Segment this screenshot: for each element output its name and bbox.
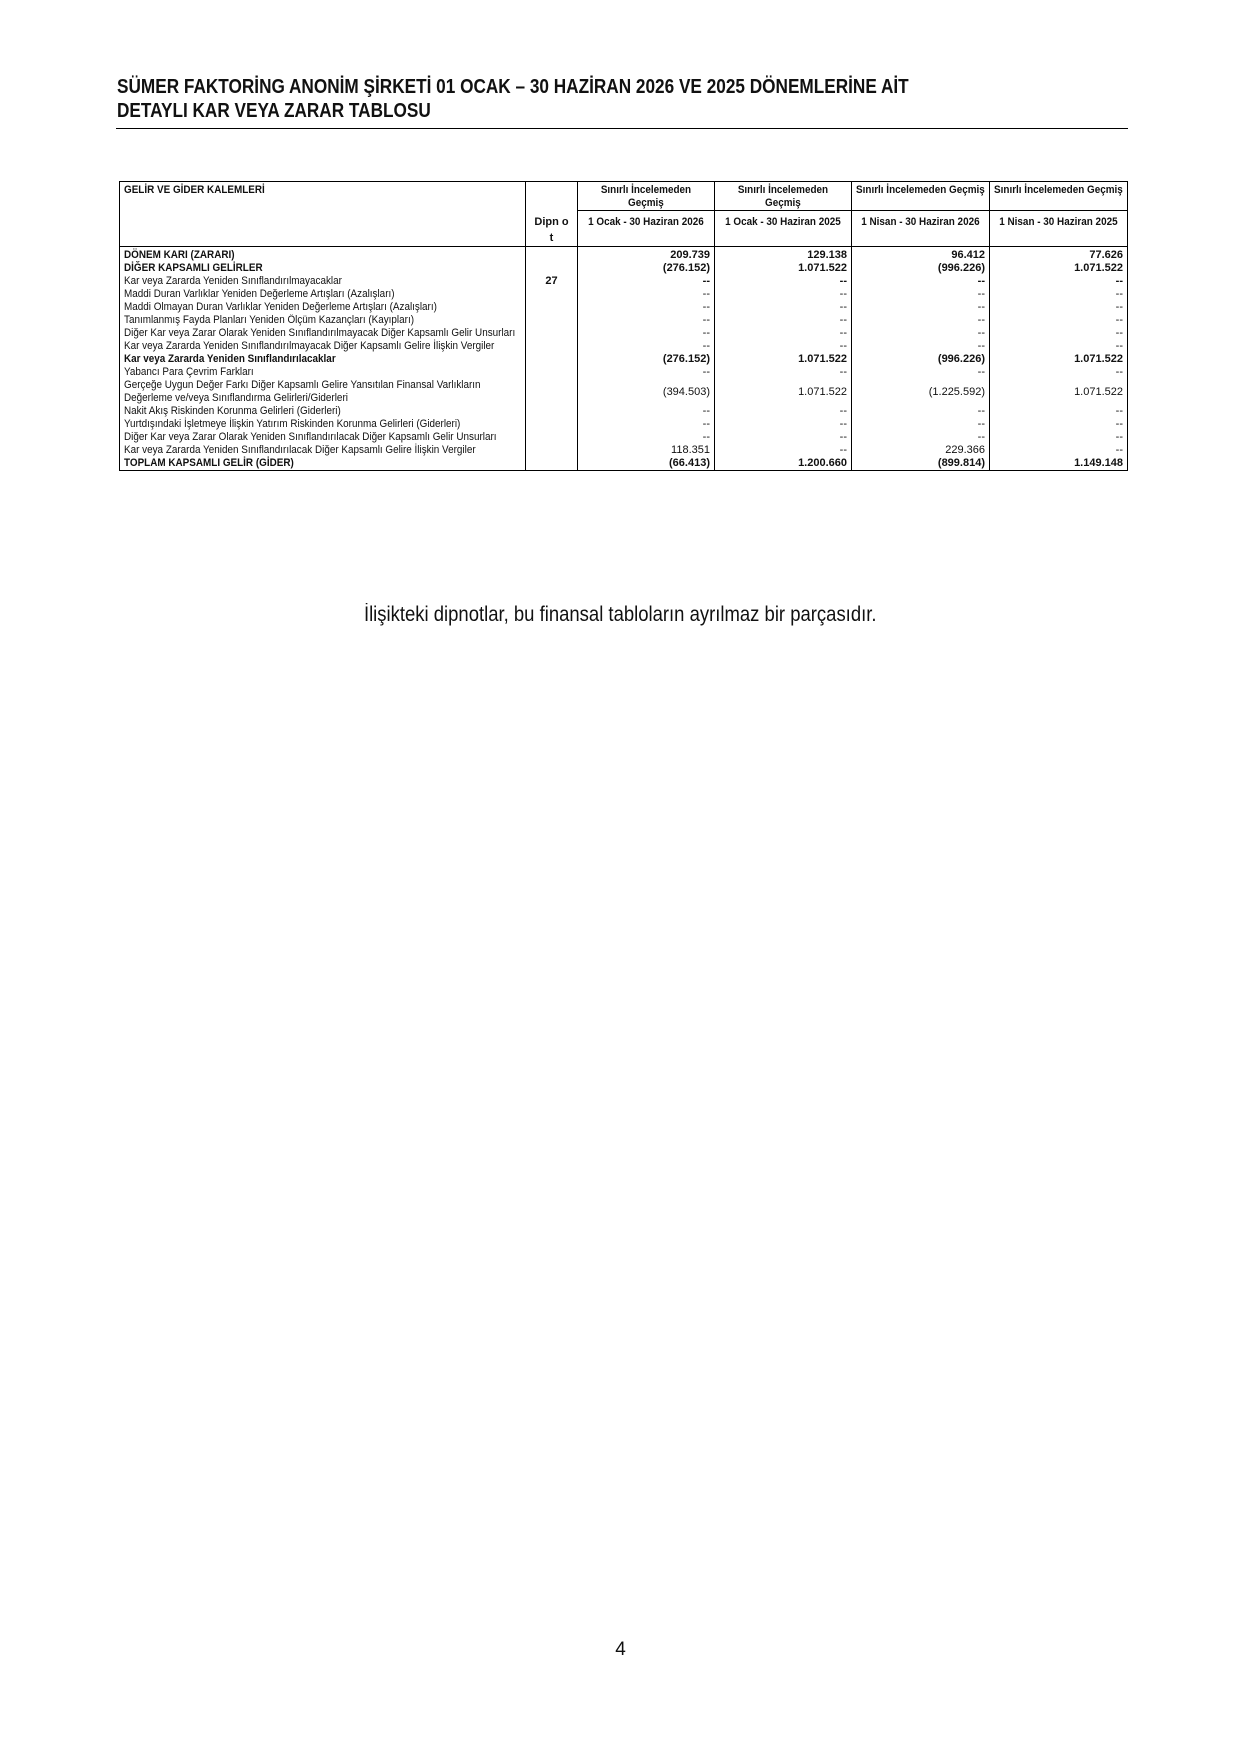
title-underline [116,128,1128,129]
row-value-col3: -- [852,431,990,444]
row-value-col1: (66.413) [578,457,715,471]
row-value-col1: 209.739 [578,247,715,263]
row-value-col3: -- [852,340,990,353]
row-value-col3: -- [852,366,990,379]
row-value-col3: (996.226) [852,262,990,275]
row-value-col4: -- [990,327,1128,340]
document-title [117,75,986,123]
col1-status: Sınırlı İncelemeden Geçmiş [578,182,715,211]
row-value-col1: -- [578,418,715,431]
row-value-col1: -- [578,301,715,314]
row-value-col3: (899.814) [852,457,990,471]
col2-period: 1 Ocak - 30 Haziran 2025 [715,211,852,247]
table-row [120,418,1128,431]
row-label: Kar veya Zararda Yeniden Sınıflandırılmayacak Diğer Kapsamlı Gelire İlişkin Vergiler [120,340,526,353]
row-value-col4: -- [990,301,1128,314]
row-value-col4: -- [990,418,1128,431]
row-value-col3: (1.225.592) [852,379,990,405]
footer-note: İlişikteki dipnotlar, bu finansal tabloların ayrılmaz bir parçasıdır. [364,603,877,626]
table-row [120,275,1128,288]
row-value-col3: 229.366 [852,444,990,457]
table-row [120,379,1128,405]
row-label: Gerçeğe Uygun Değer Farkı Diğer Kapsamlı Gelire Yansıtılan Finansal Varlıkların Değerleme ve/veya Sınıflandırma Gelirleri/Giderleri [120,379,526,405]
row-note [526,379,578,405]
table-row [120,457,1128,471]
row-value-col2: 1.071.522 [715,353,852,366]
row-value-col2: -- [715,418,852,431]
row-label: Yabancı Para Çevrim Farkları [120,366,526,379]
row-note [526,457,578,471]
table-row [120,405,1128,418]
row-value-col3: -- [852,418,990,431]
row-value-col4: 1.071.522 [990,262,1128,275]
row-note [526,366,578,379]
col3-period: 1 Nisan - 30 Haziran 2026 [852,211,990,247]
row-label: Kar veya Zararda Yeniden Sınıflandırılmayacaklar [120,275,526,288]
table-row [120,366,1128,379]
row-label: Tanımlanmış Fayda Planları Yeniden Ölçüm Kazançları (Kayıpları) [120,314,526,327]
row-value-col4: -- [990,288,1128,301]
table-row [120,431,1128,444]
row-value-col1: -- [578,340,715,353]
row-value-col3: -- [852,288,990,301]
row-note [526,431,578,444]
row-label: Maddi Duran Varlıklar Yeniden Değerleme Artışları (Azalışları) [120,288,526,301]
row-value-col4: -- [990,444,1128,457]
row-value-col2: 1.071.522 [715,379,852,405]
table-row [120,301,1128,314]
row-value-col1: (276.152) [578,353,715,366]
row-value-col4: 1.071.522 [990,379,1128,405]
table-row [120,444,1128,457]
table-body [120,247,1128,471]
row-note [526,444,578,457]
row-label: Diğer Kar veya Zarar Olarak Yeniden Sınıflandırılacak Diğer Kapsamlı Gelir Unsurları [120,431,526,444]
row-value-col3: -- [852,275,990,288]
row-value-col1: -- [578,288,715,301]
row-value-col3: (996.226) [852,353,990,366]
row-value-col4: -- [990,405,1128,418]
row-value-col2: -- [715,340,852,353]
income-statement-table [119,181,1128,471]
items-header: GELİR VE GİDER KALEMLERİ [120,182,526,247]
row-label: Yurtdışındaki İşletmeye İlişkin Yatırım Riskinden Korunma Gelirleri (Giderleri) [120,418,526,431]
row-note [526,262,578,275]
col4-status: Sınırlı İncelemeden Geçmiş [990,182,1128,211]
row-value-col4: -- [990,275,1128,288]
row-value-col3: -- [852,314,990,327]
row-label: Kar veya Zararda Yeniden Sınıflandırılacak Diğer Kapsamlı Gelire İlişkin Vergiler [120,444,526,457]
row-note: 27 [526,275,578,288]
col2-status: Sınırlı İncelemeden Geçmiş [715,182,852,211]
row-value-col2: -- [715,275,852,288]
row-note [526,340,578,353]
row-value-col2: -- [715,301,852,314]
row-value-col4: 1.149.148 [990,457,1128,471]
col3-status: Sınırlı İncelemeden Geçmiş [852,182,990,211]
row-value-col2: -- [715,366,852,379]
row-value-col1: -- [578,405,715,418]
table-row [120,314,1128,327]
title-line-2: DETAYLI KAR VEYA ZARAR TABLOSU [117,100,431,122]
row-value-col2: 1.200.660 [715,457,852,471]
row-note [526,288,578,301]
table-row [120,327,1128,340]
row-note [526,247,578,263]
row-label: Diğer Kar veya Zarar Olarak Yeniden Sınıflandırılmayacak Diğer Kapsamlı Gelir Unsurları [120,327,526,340]
row-label: Nakit Akış Riskinden Korunma Gelirleri (Giderleri) [120,405,526,418]
row-label: Kar veya Zararda Yeniden Sınıflandırılacaklar [120,353,526,366]
page-number: 4 [615,1639,626,1660]
row-note [526,405,578,418]
row-value-col1: -- [578,366,715,379]
col4-period: 1 Nisan - 30 Haziran 2025 [990,211,1128,247]
row-value-col4: -- [990,431,1128,444]
row-value-col1: -- [578,431,715,444]
row-value-col4: 1.071.522 [990,353,1128,366]
row-value-col1: -- [578,314,715,327]
row-note [526,418,578,431]
row-value-col3: -- [852,405,990,418]
note-header: Dipn ot [526,211,578,247]
row-value-col1: (394.503) [578,379,715,405]
row-value-col3: 96.412 [852,247,990,263]
header-row-status [120,182,1128,211]
row-label: DİĞER KAPSAMLI GELİRLER [120,262,526,275]
row-value-col3: -- [852,327,990,340]
row-label: TOPLAM KAPSAMLI GELİR (GİDER) [120,457,526,471]
row-value-col4: -- [990,340,1128,353]
row-value-col3: -- [852,301,990,314]
row-value-col2: 129.138 [715,247,852,263]
row-value-col2: -- [715,431,852,444]
table-row [120,353,1128,366]
table-row [120,340,1128,353]
row-label: Maddi Olmayan Duran Varlıklar Yeniden Değerleme Artışları (Azalışları) [120,301,526,314]
row-value-col1: -- [578,275,715,288]
row-note [526,327,578,340]
row-value-col2: -- [715,288,852,301]
note-header-top [526,182,578,211]
row-label: DÖNEM KARI (ZARARI) [120,247,526,263]
row-note [526,301,578,314]
row-value-col2: -- [715,444,852,457]
row-value-col1: -- [578,327,715,340]
col1-period: 1 Ocak - 30 Haziran 2026 [578,211,715,247]
row-value-col1: 118.351 [578,444,715,457]
row-value-col4: -- [990,314,1128,327]
row-value-col2: -- [715,405,852,418]
table-row [120,288,1128,301]
row-value-col4: -- [990,366,1128,379]
row-value-col2: -- [715,314,852,327]
row-value-col1: (276.152) [578,262,715,275]
row-value-col2: 1.071.522 [715,262,852,275]
table-row [120,262,1128,275]
row-value-col4: 77.626 [990,247,1128,263]
table-row [120,247,1128,263]
row-value-col2: -- [715,327,852,340]
title-line-1: SÜMER FAKTORİNG ANONİM ŞİRKETİ 01 OCAK – 30 HAZİRAN 2026 VE 2025 DÖNEMLERİNE AİT [117,76,909,98]
row-note [526,314,578,327]
row-note [526,353,578,366]
